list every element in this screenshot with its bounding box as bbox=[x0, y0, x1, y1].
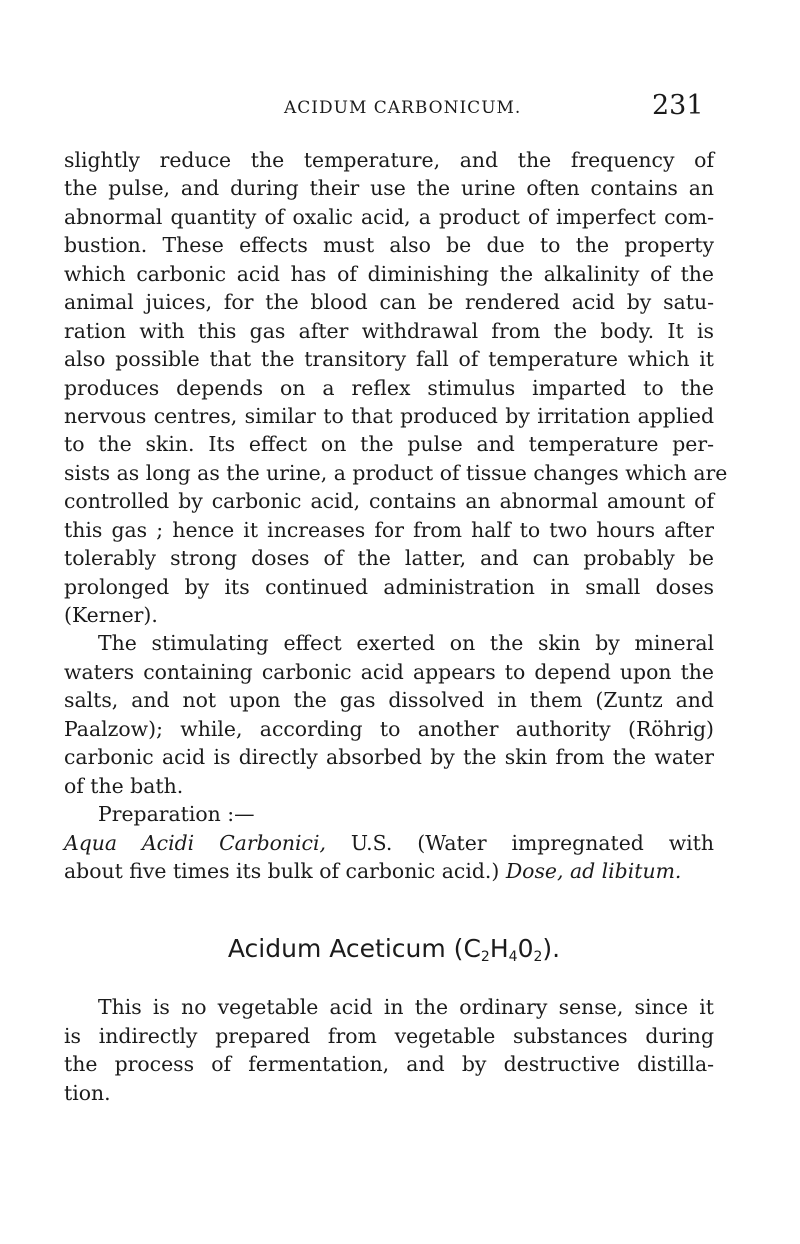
text-line: abnormal quantity of oxalic acid, a product of imperfect com- bbox=[64, 204, 714, 229]
paragraph-2 bbox=[64, 629, 714, 800]
text-line: tion. bbox=[64, 1080, 111, 1105]
section-gap bbox=[64, 885, 714, 929]
text-line: of the bath. bbox=[64, 773, 184, 798]
page-body bbox=[64, 146, 728, 1107]
text-line: bustion. These effects must also be due to the property bbox=[64, 233, 714, 258]
paragraph-3 bbox=[64, 993, 714, 1107]
text-line: produces depends on a reflex stimulus imparted to the bbox=[64, 375, 714, 400]
text-line: which carbonic acid has of diminishing the alkalinity of the bbox=[64, 261, 714, 286]
text-line: The stimulating effect exerted on the skin by mineral bbox=[98, 631, 714, 656]
text-line: the process of fermentation, and by destructive distilla- bbox=[64, 1052, 714, 1077]
heading-text: Acidum Aceticum (C bbox=[227, 934, 481, 964]
text-line: slightly reduce the temperature, and the frequency of bbox=[64, 148, 714, 172]
preparation-line-1 bbox=[64, 829, 714, 857]
text-line: to the skin. Its effect on the pulse and temperature per- bbox=[64, 432, 714, 457]
preparation-line-2 bbox=[64, 857, 714, 885]
preparation-item-rest: U.S. (Water impregnated with bbox=[325, 830, 714, 855]
text-line: salts, and not upon the gas dissolved in them (Zuntz and bbox=[64, 688, 714, 713]
page-number: 231 bbox=[652, 90, 704, 121]
text-line: sists as long as the urine, a product of tissue changes which are bbox=[64, 460, 728, 485]
text-line: the pulse, and during their use the urine often contains an bbox=[64, 176, 714, 201]
text-line: ration with this gas after withdrawal from the body. It is bbox=[64, 318, 714, 343]
text-line: prolonged by its continued administration in small doses bbox=[64, 574, 714, 599]
formula-subscript: 2 bbox=[480, 949, 490, 966]
formula-element: H bbox=[489, 934, 509, 964]
preparation-item-name: Aqua Acidi Carbonici, bbox=[64, 830, 326, 855]
preparation-item-text: about five times its bulk of carbonic acid.) bbox=[64, 858, 506, 883]
formula-element: 0 bbox=[517, 934, 534, 964]
text-line: nervous centres, similar to that produced by irritation applied bbox=[64, 403, 714, 428]
formula-subscript: 2 bbox=[533, 949, 543, 966]
section-heading bbox=[64, 929, 714, 969]
text-line: carbonic acid is directly absorbed by the skin from the water bbox=[64, 745, 714, 770]
page-header bbox=[0, 90, 800, 128]
preparation bbox=[64, 800, 714, 885]
text-line: is indirectly prepared from vegetable substances during bbox=[64, 1023, 714, 1048]
text-line: This is no vegetable acid in the ordinary sense, since it bbox=[98, 995, 714, 1020]
text-line: waters containing carbonic acid appears to depend upon the bbox=[64, 659, 714, 684]
text-line: (Kerner). bbox=[64, 603, 158, 627]
dose-label: Dose, ad libitum. bbox=[505, 858, 682, 883]
text-line: also possible that the transitory fall of temperature which it bbox=[64, 347, 714, 372]
heading-close: ). bbox=[542, 934, 561, 964]
running-title: ACIDUM CARBONICUM. bbox=[284, 98, 522, 118]
preparation-label: Preparation :— bbox=[98, 802, 255, 827]
paragraph-1 bbox=[64, 146, 728, 629]
text-line: controlled by carbonic acid, contains an abnormal amount of bbox=[64, 489, 714, 514]
text-line: Paalzow); while, according to another authority (Röhrig) bbox=[64, 716, 714, 741]
text-line: animal juices, for the blood can be rendered acid by satu- bbox=[64, 290, 714, 315]
section-gap bbox=[64, 969, 714, 993]
formula-subscript: 4 bbox=[508, 949, 518, 966]
text-line: this gas ; hence it increases for from half to two hours after bbox=[64, 517, 714, 542]
text-line: tolerably strong doses of the latter, and can probably be bbox=[64, 546, 714, 571]
